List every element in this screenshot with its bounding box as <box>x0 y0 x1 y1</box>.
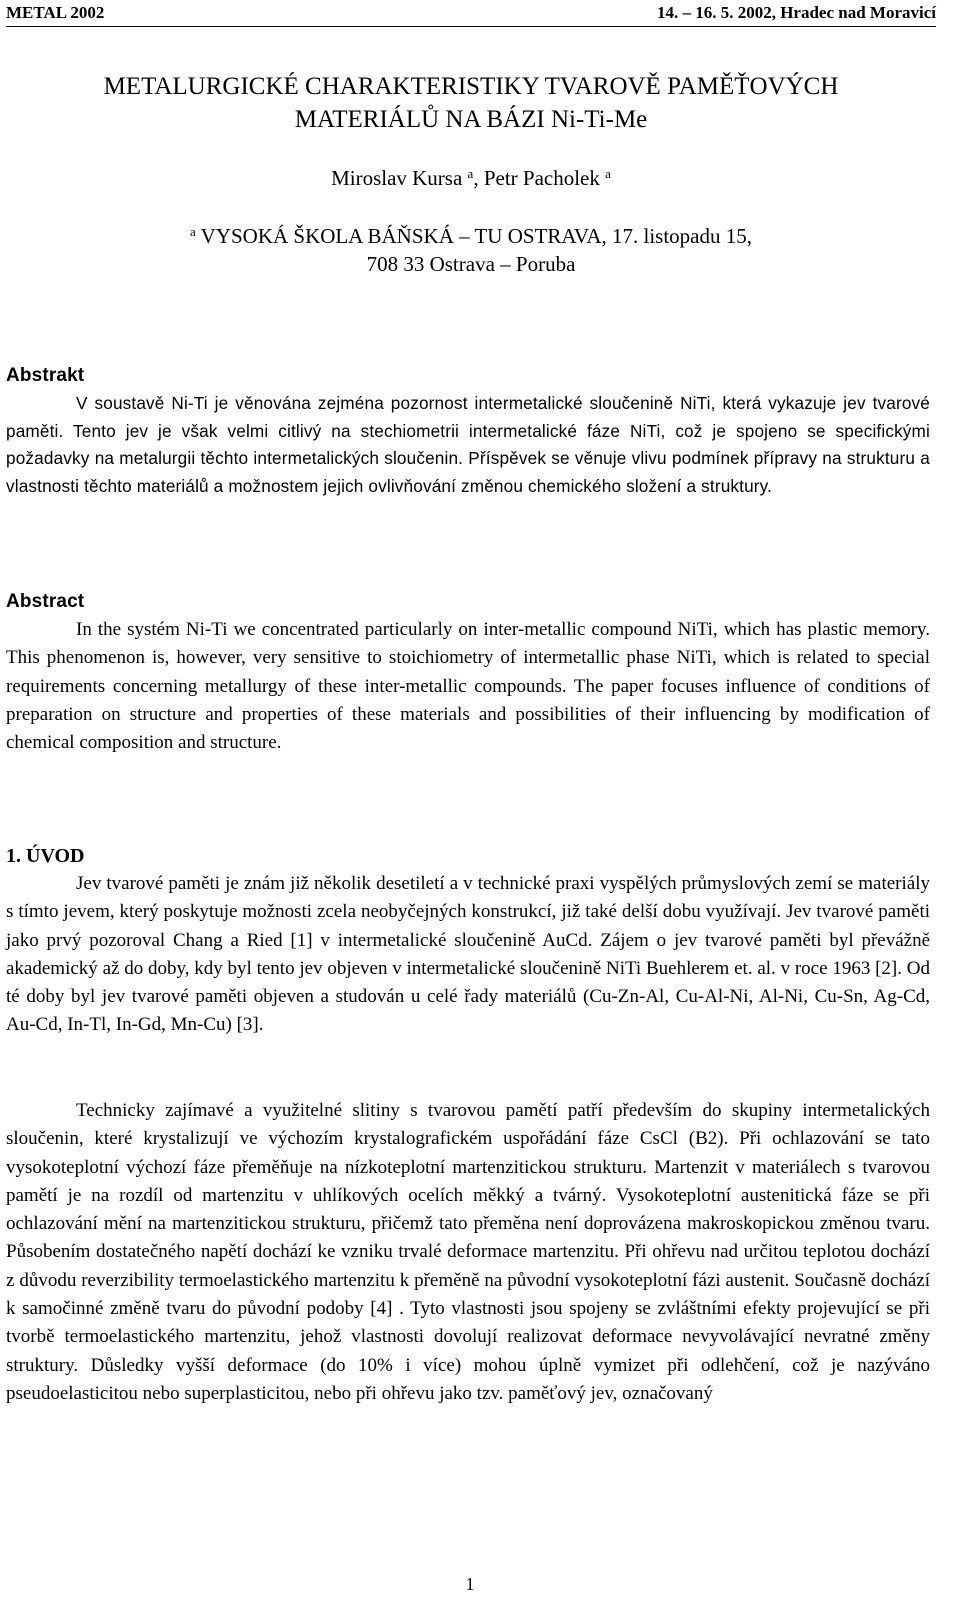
author-separator: , <box>473 166 484 190</box>
conference-date-place: 14. – 16. 5. 2002, Hradec nad Moravicí <box>656 3 936 22</box>
title-line-1: METALURGICKÉ CHARAKTERISTIKY TVAROVĚ PAMĚŤOVÝCH <box>103 73 839 100</box>
section-heading-intro: 1. ÚVOD <box>6 845 85 867</box>
intro-paragraph-1: Jev tvarové paměti je znám již několik desetiletí a v technické praxi vyspělých průmyslových zemí se materiály s tímto jevem, který poskytuje možnosti zcela neobyčejných konstrukcí, již také delší dobu využívají. Jev tvarové paměti jako prvý pozoroval Chang a Ried [1] v intermetalické sloučenině AuCd. Zájem o jev tvarové paměti byl převážně akademický až do doby, kdy byl tento jev objeven v intermetalické sloučenině NiTi Buehlerem et. al. v roce 1963 [2]. Od té doby byl jev tvarové paměti objeven a studován u celé řady materiálů (Cu-Zn-Al, Cu-Al-Ni, Al-Ni, Cu-Sn, Ag-Cd, Au-Cd, In-Tl, In-Gd, Mn-Cu) [3]. <box>6 873 930 1036</box>
paper-title <box>6 70 936 136</box>
title-line-2: MATERIÁLŮ NA BÁZI Ni-Ti-Me <box>294 106 648 133</box>
affiliation <box>6 222 936 278</box>
page-number: 1 <box>465 1574 475 1594</box>
affiliation-line-1: VYSOKÁ ŠKOLA BÁŇSKÁ – TU OSTRAVA, 17. listopadu 15, <box>200 224 752 248</box>
author-2: Petr Pacholek <box>483 166 600 190</box>
author-1-affil-mark: a <box>467 165 474 181</box>
abstract-heading: Abstract <box>6 591 85 612</box>
author-list <box>6 164 936 192</box>
abstrakt-heading: Abstrakt <box>6 365 85 386</box>
abstract-text: In the systém Ni-Ti we concentrated particularly on inter-metallic compound NiTi, which has plastic memory. This phenomenon is, however, very sensitive to stoichiometry of intermetallic phase NiTi, which is related to special requirements concerning metallurgy of these inter-metallic compounds. The paper focuses influence of conditions of preparation on structure and properties of these materials and possibilities of their influencing by modification of chemical composition and structure. <box>6 619 930 754</box>
author-2-affil-mark: a <box>605 165 611 181</box>
abstrakt-text: V soustavě Ni-Ti je věnována zejména pozornost intermetalické sloučenině NiTi, která vykazuje jev tvarové paměti. Tento jev je však velmi citlivý na stechiometrii intermetalické fáze NiTi, což je spojeno se specifickými požadavky na metalurgii těchto intermetalických sloučenin. Příspěvek se věnuje vlivu podmínek přípravy na strukturu a vlastnosti těchto materiálů a možnostem jejich ovlivňování změnou chemického složení a struktury. <box>6 393 930 496</box>
intro-paragraph-2: Technicky zajímavé a využitelné slitiny s tvarovou pamětí patří především do skupiny intermetalických sloučenin, které krystalizují ve výchozím krystalografickém uspořádání fáze CsCl (B2). Při ochlazování se tato vysokoteplotní výchozí fáze přeměňuje na nízkoteplotní martenzitickou strukturu. Martenzit v materiálech s tvarovou pamětí je na rozdíl od martenzitu v uhlíkových ocelích měkký a tvárný. Vysokoteplotní austenitická fáze se při ochlazování mění na martenzitickou strukturu, přičemž tato přeměna není doprovázena makroskopickou změnou tvaru. Působením dostatečného napětí dochází ke vzniku trvalé deformace martenzitu. Při ohřevu nad určitou teplotou dochází z důvodu reverzibility termoelastického martenzitu k přeměně na původní vysokoteplotní fázi austenit. Současně dochází k samočinné změně tvaru do původní podoby [4] . Tyto vlastnosti jsou spojeny se zvláštními efekty projevující se při tvorbě termoelastického martenzitu, jehož vlastnosti dovolují realizovat deformace nevyvolávající nevratné změny struktury. Důsledky vyšší deformace (do 10% i více) mohou úplně vymizet při odlehčení, což je nazýváno pseudoelasticitou nebo superplasticitou, nebo při ohřevu jako tzv. paměťový jev, označovaný <box>6 1100 930 1404</box>
affiliation-line-2: 708 33 Ostrava – Poruba <box>366 252 576 276</box>
author-1: Miroslav Kursa <box>331 166 463 190</box>
affiliation-mark: a <box>190 223 196 239</box>
running-header <box>6 0 936 27</box>
conference-name: METAL 2002 <box>6 3 105 22</box>
